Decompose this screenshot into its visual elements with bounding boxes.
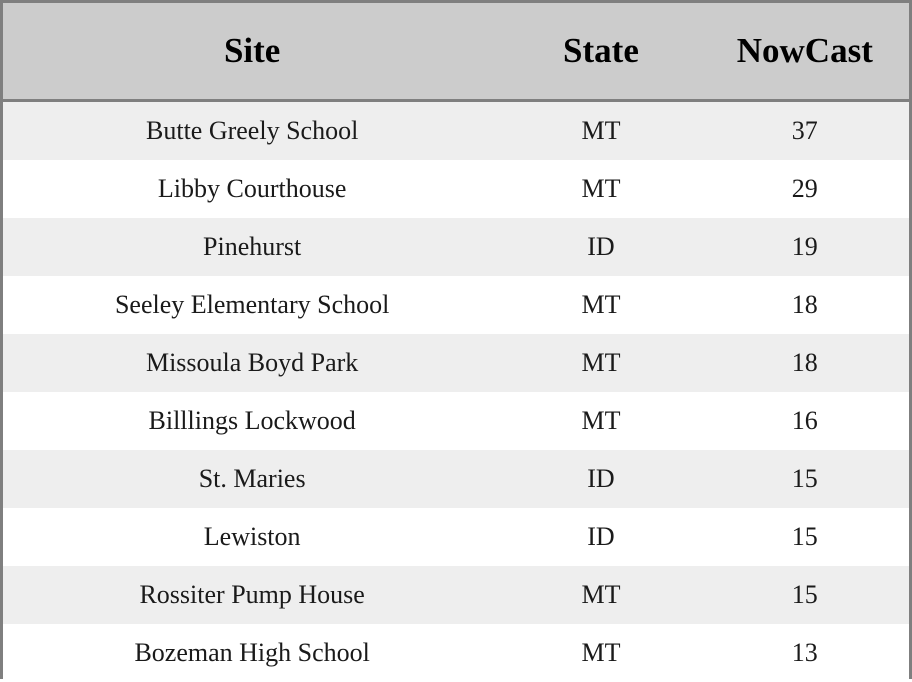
cell-nowcast: 37 (701, 101, 909, 161)
cell-nowcast: 13 (701, 624, 909, 682)
cell-site: Rossiter Pump House (3, 566, 501, 624)
cell-nowcast: 16 (701, 392, 909, 450)
cell-nowcast: 18 (701, 276, 909, 334)
cell-state: MT (501, 276, 700, 334)
cell-state: ID (501, 218, 700, 276)
table-row (3, 624, 909, 682)
cell-nowcast: 18 (701, 334, 909, 392)
table-row (3, 101, 909, 161)
air-quality-table (3, 3, 909, 682)
cell-state: MT (501, 392, 700, 450)
cell-site: St. Maries (3, 450, 501, 508)
cell-site: Billlings Lockwood (3, 392, 501, 450)
cell-state: ID (501, 450, 700, 508)
cell-nowcast: 19 (701, 218, 909, 276)
cell-nowcast: 15 (701, 508, 909, 566)
cell-state: MT (501, 334, 700, 392)
cell-nowcast: 29 (701, 160, 909, 218)
cell-site: Pinehurst (3, 218, 501, 276)
cell-site: Bozeman High School (3, 624, 501, 682)
cell-state: MT (501, 160, 700, 218)
table-header-row (3, 3, 909, 101)
cell-site: Missoula Boyd Park (3, 334, 501, 392)
column-header-nowcast: NowCast (701, 3, 909, 101)
table-row (3, 392, 909, 450)
table-row (3, 508, 909, 566)
cell-state: ID (501, 508, 700, 566)
cell-site: Seeley Elementary School (3, 276, 501, 334)
table-row (3, 334, 909, 392)
cell-site: Libby Courthouse (3, 160, 501, 218)
cell-nowcast: 15 (701, 450, 909, 508)
cell-state: MT (501, 624, 700, 682)
cell-nowcast: 15 (701, 566, 909, 624)
table-row (3, 218, 909, 276)
column-header-state: State (501, 3, 700, 101)
cell-site: Butte Greely School (3, 101, 501, 161)
table-row (3, 566, 909, 624)
table-row (3, 450, 909, 508)
column-header-site: Site (3, 3, 501, 101)
cell-state: MT (501, 566, 700, 624)
table-header (3, 3, 909, 101)
table-row (3, 276, 909, 334)
cell-site: Lewiston (3, 508, 501, 566)
table-body (3, 101, 909, 682)
table-row (3, 160, 909, 218)
cell-state: MT (501, 101, 700, 161)
